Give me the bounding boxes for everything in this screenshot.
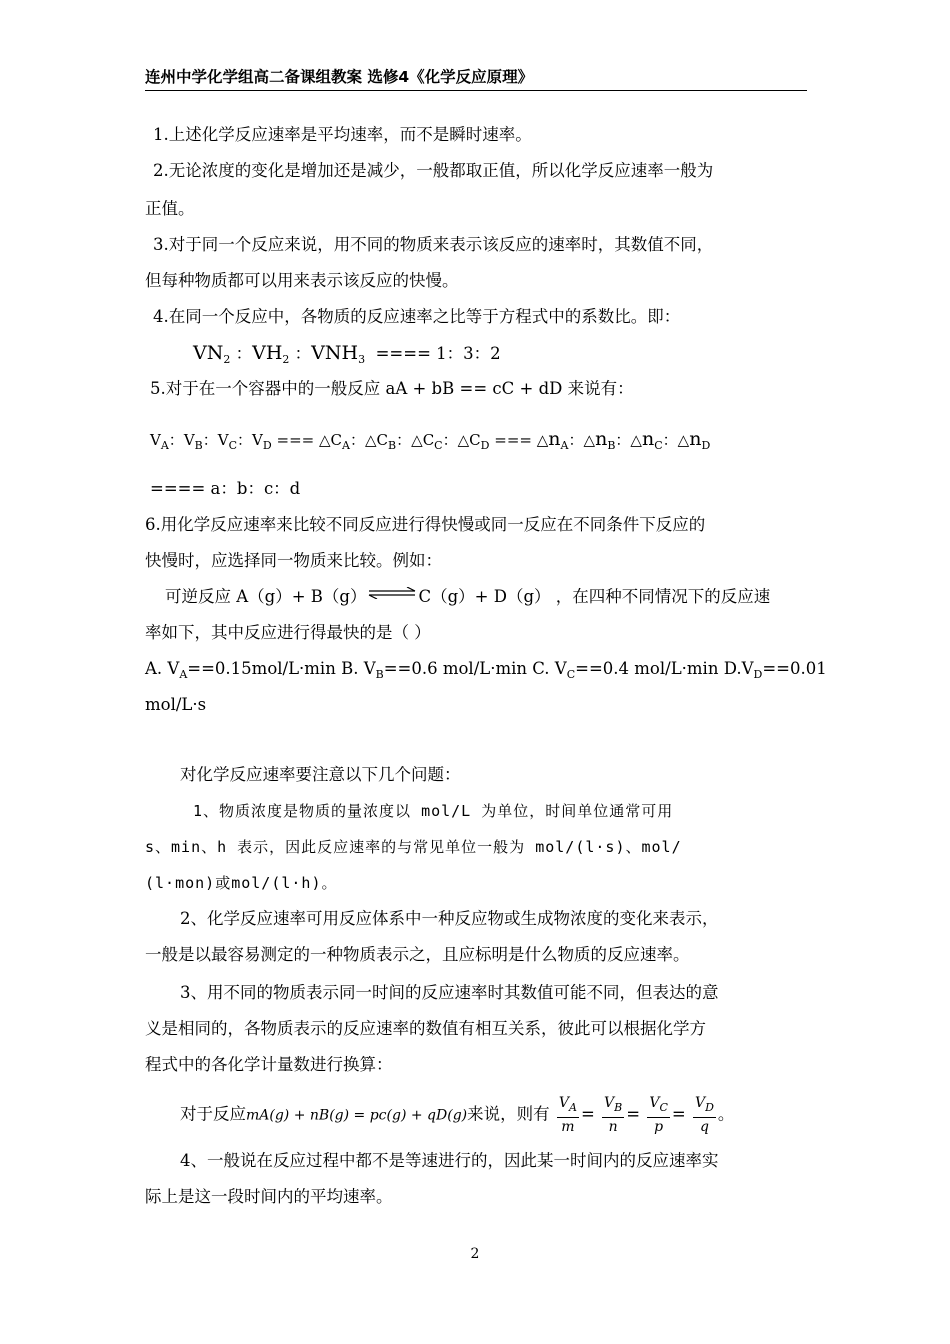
note-1-line-1: 1、物质浓度是物质的量浓度以 mol/L 为单位，时间单位通常可用 bbox=[193, 802, 674, 820]
note-2-line-2: 一般是以最容易测定的一种物质表示之，且应标明是什么物质的反应速率。 bbox=[145, 945, 690, 964]
example-reaction: 可逆反应 A（g）+ B（g） C（g）+ D（g） ，在四种不同情况下的反应速 bbox=[165, 587, 771, 606]
note-1-line-2: s、min、h 表示，因此反应速率的与常见单位一般为 mol/(l·s)、mol/ bbox=[145, 838, 682, 856]
point-2-line-2: 正值。 bbox=[145, 199, 195, 218]
rate-relation: $V_A$：$V_B$：$V_C$：$V_D$ === $\triangle C_A$：$\triangle C_B$：$\triangle C_C$：$\triangle C_D$ === $\triangle n_A$：$\triangle n_B$：$\triangle n_C$：$\triangle n_D$ bbox=[150, 428, 711, 452]
note-4-line-2: 际上是这一段时间内的平均速率。 bbox=[145, 1187, 393, 1206]
example-question: 率如下，其中反应进行得最快的是（ ） bbox=[145, 623, 431, 642]
note-1-line-3: (l·mon)或mol/(l·h)。 bbox=[145, 874, 338, 892]
note-2-line-1: 2、化学反应速率可用反应体系中一种反应物或生成物浓度的变化来表示， bbox=[180, 909, 719, 928]
point-3-line-2: 但每种物质都可以用来表示该反应的快慢。 bbox=[145, 271, 459, 290]
fraction-vd-q: $\frac{V_D}{q}$ bbox=[694, 1095, 714, 1135]
fraction-va-m: $\frac{V_A}{m}$ bbox=[558, 1095, 577, 1135]
reversible-arrow-icon bbox=[367, 587, 417, 599]
point-6-line-1: 6.用化学反应速率来比较不同反应进行得快慢或同一反应在不同条件下反应的 bbox=[145, 515, 706, 534]
page-number: 2 bbox=[470, 1246, 480, 1262]
point-3-line-1: 3.对于同一个反应来说，用不同的物质来表示该反应的速率时，其数值不同， bbox=[153, 235, 714, 254]
notes-title: 对化学反应速率要注意以下几个问题： bbox=[180, 765, 461, 784]
point-6-line-2: 快慢时，应选择同一物质来比较。例如： bbox=[145, 551, 442, 570]
note-3-formula: 对于反应mA(g) + nB(g) = pc(g) + qD(g)来说，则有 $\frac{V_A}{m}$ = $\frac{V_B}{n}$ = $\frac{V_C}{p}$ = $\frac{V_D}{q}$ 。 bbox=[180, 1095, 735, 1135]
ratio-equation: $VN_2$ ：$VH_2$ ：$VNH_3$ ==== 1：3：2 bbox=[193, 342, 501, 366]
note-3-line-2: 义是相同的，各物质表示的反应速率的数值有相互关系，彼此可以根据化学方 bbox=[145, 1019, 706, 1038]
answer-options: A. $V_A==0.15mol/L\cdot\min$ B. $V_B==0.6$ mol/L·min C. $V_C==0.4$ mol/L·min $D.V_D==0.01$ bbox=[145, 659, 827, 681]
point-5: 5.对于在一个容器中的一般反应 aA + bB == cC + dD 来说有： bbox=[150, 379, 634, 398]
note-3-line-1: 3、用不同的物质表示同一时间的反应速率时其数值可能不同，但表达的意 bbox=[180, 983, 719, 1002]
point-2-line-1: 2.无论浓度的变化是增加还是减少，一般都取正值，所以化学反应速率一般为 bbox=[153, 161, 714, 180]
note-4-line-1: 4、一般说在反应过程中都不是等速进行的，因此某一时间内的反应速率实 bbox=[180, 1151, 719, 1170]
point-4: 4.在同一个反应中，各物质的反应速率之比等于方程式中的系数比。即： bbox=[153, 307, 681, 326]
note-3-line-3: 程式中的各化学计量数进行换算： bbox=[145, 1055, 393, 1074]
fraction-vc-p: $\frac{V_C}{p}$ bbox=[649, 1095, 668, 1135]
answer-options-unit: mol/L·s bbox=[145, 695, 207, 714]
page-header: 连州中学化学组高二备课组教案 选修4《化学反应原理》 bbox=[145, 66, 807, 91]
point-1: 1.上述化学反应速率是平均速率，而不是瞬时速率。 bbox=[153, 125, 532, 144]
rate-relation-result: ==== a：b：c：d bbox=[150, 479, 301, 498]
fraction-vb-n: $\frac{V_B}{n}$ bbox=[604, 1095, 623, 1135]
